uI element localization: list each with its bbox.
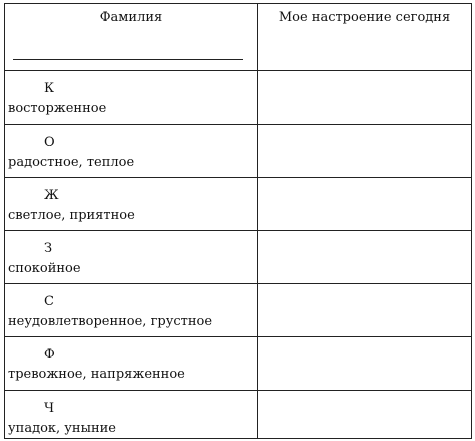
mood-description: радостное, теплое (8, 154, 135, 170)
mood-cell (5, 337, 258, 390)
mood-cell (5, 390, 258, 438)
mood-description: упадок, уныние (8, 420, 116, 436)
mood-row-k (5, 71, 472, 124)
mood-letter: Ч (44, 400, 55, 416)
mood-description: светлое, приятное (8, 207, 135, 223)
mood-letter: С (44, 294, 54, 310)
mood-letter: Ж (44, 187, 59, 203)
mood-answer-cell[interactable] (258, 337, 472, 390)
surname-label: Фамилия (99, 10, 163, 25)
mood-answer-cell[interactable] (258, 231, 472, 284)
mood-cell (5, 177, 258, 230)
mood-answer-cell[interactable] (258, 177, 472, 230)
mood-row-f (5, 337, 472, 390)
mood-description: тревожное, напряженное (8, 367, 185, 383)
mood-form-table (4, 3, 472, 439)
mood-row-zh (5, 177, 472, 230)
mood-today-label: Мое настроение сегодня (278, 10, 451, 25)
mood-letter: З (44, 241, 53, 256)
surname-entry-line[interactable] (13, 59, 243, 60)
mood-answer-cell[interactable] (258, 71, 472, 124)
mood-description: спокойное (8, 261, 81, 276)
mood-cell (5, 231, 258, 284)
mood-cell (5, 71, 258, 124)
mood-row-o (5, 124, 472, 177)
mood-letter: Ф (44, 347, 55, 363)
mood-cell (5, 284, 258, 337)
mood-answer-cell[interactable] (258, 284, 472, 337)
mood-row-ch (5, 390, 472, 438)
mood-cell (5, 124, 258, 177)
mood-description: восторженное (8, 101, 107, 117)
mood-answer-cell[interactable] (258, 124, 472, 177)
surname-header-cell[interactable] (5, 4, 258, 71)
mood-answer-cell[interactable] (258, 390, 472, 438)
mood-today-header-cell (258, 4, 472, 71)
header-row (5, 4, 472, 71)
mood-letter: О (44, 134, 55, 150)
mood-letter: К (44, 81, 55, 97)
mood-row-s (5, 284, 472, 337)
mood-row-z (5, 231, 472, 284)
mood-description: неудовлетворенное, грустное (8, 314, 213, 330)
